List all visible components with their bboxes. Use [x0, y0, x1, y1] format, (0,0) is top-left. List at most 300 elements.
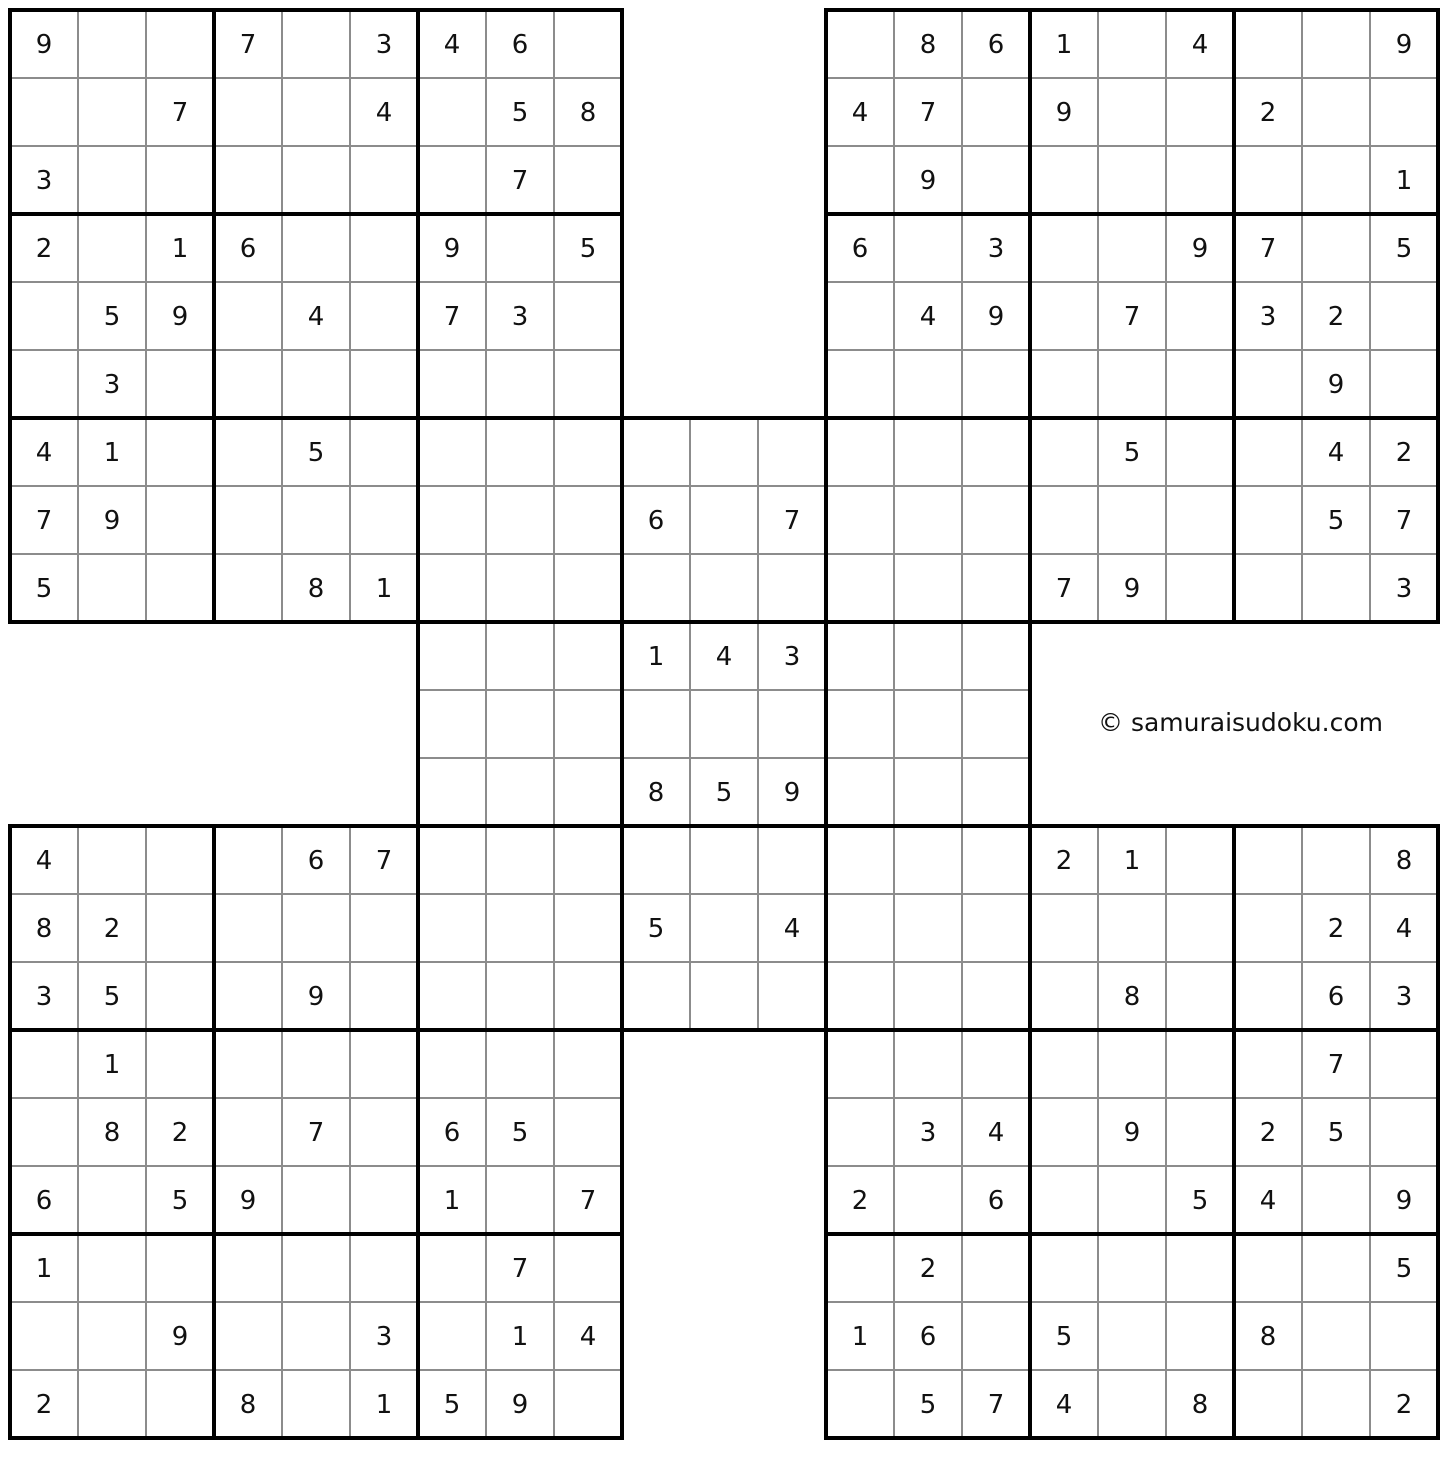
top-right-empty-cell[interactable]	[1372, 352, 1436, 416]
bottom-left-empty-cell[interactable]	[420, 1236, 484, 1300]
top-left-empty-cell[interactable]	[352, 284, 416, 348]
bottom-right-empty-cell[interactable]	[1032, 1236, 1096, 1300]
bottom-left-empty-cell[interactable]	[556, 964, 620, 1028]
top-right-empty-cell[interactable]	[1032, 352, 1096, 416]
bottom-right-empty-cell[interactable]	[1032, 1168, 1096, 1232]
bottom-left-empty-cell[interactable]	[216, 964, 280, 1028]
top-right-given-digit: 6	[851, 234, 869, 264]
top-right-given-digit: 9	[1055, 98, 1073, 128]
top-right-given-digit: 9	[1191, 234, 1209, 264]
top-right-given-digit: 8	[919, 30, 937, 60]
bottom-left-empty-cell[interactable]	[556, 828, 620, 892]
top-right-empty-cell[interactable]	[1168, 80, 1232, 144]
bottom-left-empty-cell[interactable]	[284, 1032, 348, 1096]
bottom-right-empty-cell[interactable]	[828, 964, 892, 1028]
top-left-empty-cell[interactable]	[12, 80, 76, 144]
top-left-given-digit: 7	[511, 166, 529, 196]
top-left-empty-cell[interactable]	[80, 556, 144, 620]
center-given-digit: 5	[647, 914, 665, 944]
bottom-right-empty-cell[interactable]	[1168, 964, 1232, 1028]
bottom-left-given-digit: 1	[103, 1050, 121, 1080]
top-right-empty-cell[interactable]	[1032, 148, 1096, 212]
top-left-empty-cell[interactable]	[352, 420, 416, 484]
bottom-right-empty-cell[interactable]	[828, 828, 892, 892]
top-right-empty-cell[interactable]	[1304, 148, 1368, 212]
top-left-given-digit: 8	[579, 98, 597, 128]
top-right-empty-cell[interactable]	[1236, 488, 1300, 552]
top-left-empty-cell[interactable]	[216, 556, 280, 620]
bottom-right-empty-cell[interactable]	[828, 1372, 892, 1436]
bottom-left-empty-cell[interactable]	[488, 1032, 552, 1096]
center-empty-cell[interactable]	[896, 624, 960, 688]
center-empty-cell[interactable]	[556, 556, 620, 620]
top-right-empty-cell[interactable]	[1304, 216, 1368, 280]
top-right-given-digit: 9	[1123, 574, 1141, 604]
bottom-left-empty-cell[interactable]	[148, 828, 212, 892]
bottom-left-given-digit: 1	[443, 1186, 461, 1216]
bottom-left-empty-cell[interactable]	[216, 1100, 280, 1164]
top-left-given-digit: 5	[103, 302, 121, 332]
bottom-right-empty-cell[interactable]	[1372, 1100, 1436, 1164]
bottom-left-empty-cell[interactable]	[556, 1372, 620, 1436]
top-left-empty-cell[interactable]	[556, 148, 620, 212]
bottom-left-empty-cell[interactable]	[284, 1304, 348, 1368]
bottom-left-empty-cell[interactable]	[420, 1032, 484, 1096]
top-right-empty-cell[interactable]	[1100, 352, 1164, 416]
top-left-empty-cell[interactable]	[284, 12, 348, 76]
center-empty-cell[interactable]	[420, 692, 484, 756]
bottom-right-empty-cell[interactable]	[896, 896, 960, 960]
center-empty-cell[interactable]	[624, 828, 688, 892]
bottom-left-empty-cell[interactable]	[420, 964, 484, 1028]
top-right-given-digit: 4	[1327, 438, 1345, 468]
center-empty-cell[interactable]	[624, 420, 688, 484]
top-right-empty-cell[interactable]	[1236, 148, 1300, 212]
top-right-empty-cell[interactable]	[1168, 352, 1232, 416]
bottom-right-empty-cell[interactable]	[896, 964, 960, 1028]
center-empty-cell[interactable]	[828, 556, 892, 620]
bottom-left-empty-cell[interactable]	[352, 1100, 416, 1164]
center-empty-cell[interactable]	[556, 760, 620, 824]
bottom-left-given-digit: 6	[307, 846, 325, 876]
bottom-left-empty-cell[interactable]	[352, 1168, 416, 1232]
top-left-empty-cell[interactable]	[216, 352, 280, 416]
bottom-right-empty-cell[interactable]	[1168, 896, 1232, 960]
top-left-empty-cell[interactable]	[148, 148, 212, 212]
top-right-empty-cell[interactable]	[896, 216, 960, 280]
bottom-right-empty-cell[interactable]	[1304, 1168, 1368, 1232]
center-empty-cell[interactable]	[692, 488, 756, 552]
center-empty-cell[interactable]	[828, 488, 892, 552]
top-left-empty-cell[interactable]	[148, 352, 212, 416]
bottom-left-empty-cell[interactable]	[284, 1168, 348, 1232]
top-left-empty-cell[interactable]	[80, 148, 144, 212]
top-right-empty-cell[interactable]	[1168, 148, 1232, 212]
top-left-empty-cell[interactable]	[216, 148, 280, 212]
bottom-right-empty-cell[interactable]	[1304, 1236, 1368, 1300]
bottom-left-empty-cell[interactable]	[12, 1100, 76, 1164]
bottom-right-empty-cell[interactable]	[1100, 1372, 1164, 1436]
top-left-empty-cell[interactable]	[556, 352, 620, 416]
top-left-empty-cell[interactable]	[12, 284, 76, 348]
top-right-empty-cell[interactable]	[1032, 216, 1096, 280]
copyright-text: © samuraisudoku.com	[1098, 708, 1383, 737]
top-left-empty-cell[interactable]	[148, 12, 212, 76]
bottom-right-empty-cell[interactable]	[1304, 1372, 1368, 1436]
center-empty-cell[interactable]	[420, 420, 484, 484]
bottom-right-empty-cell[interactable]	[964, 1304, 1028, 1368]
bottom-right-empty-cell[interactable]	[1168, 828, 1232, 892]
bottom-right-empty-cell[interactable]	[964, 964, 1028, 1028]
center-empty-cell[interactable]	[692, 556, 756, 620]
bottom-right-empty-cell[interactable]	[1236, 828, 1300, 892]
bottom-right-empty-cell[interactable]	[1032, 964, 1096, 1028]
bottom-left-given-digit: 9	[239, 1186, 257, 1216]
top-right-empty-cell[interactable]	[964, 148, 1028, 212]
center-empty-cell[interactable]	[896, 692, 960, 756]
top-left-empty-cell[interactable]	[352, 148, 416, 212]
bottom-right-empty-cell[interactable]	[1100, 1168, 1164, 1232]
top-left-empty-cell[interactable]	[556, 284, 620, 348]
top-left-given-digit: 3	[375, 30, 393, 60]
bottom-right-empty-cell[interactable]	[1236, 964, 1300, 1028]
bottom-left-empty-cell[interactable]	[420, 896, 484, 960]
top-left-given-digit: 9	[35, 30, 53, 60]
bottom-right-given-digit: 3	[1395, 982, 1413, 1012]
center-given-digit: 8	[647, 778, 665, 808]
bottom-right-empty-cell[interactable]	[1100, 1304, 1164, 1368]
center-empty-cell[interactable]	[692, 420, 756, 484]
top-left-empty-cell[interactable]	[216, 420, 280, 484]
bottom-left-empty-cell[interactable]	[556, 896, 620, 960]
center-given-digit: 5	[715, 778, 733, 808]
bottom-left-empty-cell[interactable]	[284, 1236, 348, 1300]
top-right-empty-cell[interactable]	[1100, 488, 1164, 552]
bottom-left-empty-cell[interactable]	[556, 1032, 620, 1096]
top-left-empty-cell[interactable]	[284, 148, 348, 212]
top-left-given-digit: 6	[239, 234, 257, 264]
bottom-right-empty-cell[interactable]	[1236, 896, 1300, 960]
bottom-left-empty-cell[interactable]	[148, 1372, 212, 1436]
top-left-given-digit: 5	[579, 234, 597, 264]
top-left-given-digit: 8	[307, 574, 325, 604]
center-given-digit: 6	[647, 506, 665, 536]
bottom-right-empty-cell[interactable]	[1236, 1236, 1300, 1300]
top-left-empty-cell[interactable]	[216, 284, 280, 348]
center-empty-cell[interactable]	[964, 420, 1028, 484]
bottom-left-empty-cell[interactable]	[352, 964, 416, 1028]
bottom-left-empty-cell[interactable]	[216, 1236, 280, 1300]
bottom-left-empty-cell[interactable]	[556, 1100, 620, 1164]
bottom-right-empty-cell[interactable]	[964, 828, 1028, 892]
bottom-left-empty-cell[interactable]	[148, 896, 212, 960]
bottom-right-empty-cell[interactable]	[1168, 1304, 1232, 1368]
bottom-left-empty-cell[interactable]	[284, 1372, 348, 1436]
bottom-left-given-digit: 5	[511, 1118, 529, 1148]
bottom-left-empty-cell[interactable]	[80, 1304, 144, 1368]
top-left-empty-cell[interactable]	[420, 80, 484, 144]
bottom-left-given-digit: 9	[171, 1322, 189, 1352]
top-left-given-digit: 3	[511, 302, 529, 332]
top-right-given-digit: 4	[851, 98, 869, 128]
bottom-left-empty-cell[interactable]	[488, 964, 552, 1028]
center-empty-cell[interactable]	[964, 624, 1028, 688]
center-empty-cell[interactable]	[760, 692, 824, 756]
center-empty-cell[interactable]	[964, 488, 1028, 552]
bottom-left-empty-cell[interactable]	[80, 1372, 144, 1436]
bottom-left-given-digit: 8	[103, 1118, 121, 1148]
top-right-empty-cell[interactable]	[1100, 148, 1164, 212]
bottom-right-empty-cell[interactable]	[1168, 1236, 1232, 1300]
top-left-empty-cell[interactable]	[216, 80, 280, 144]
top-left-empty-cell[interactable]	[420, 352, 484, 416]
bottom-left-empty-cell[interactable]	[420, 1304, 484, 1368]
bottom-left-empty-cell[interactable]	[284, 896, 348, 960]
bottom-right-given-digit: 2	[1327, 914, 1345, 944]
bottom-right-empty-cell[interactable]	[964, 1236, 1028, 1300]
bottom-right-given-digit: 2	[919, 1254, 937, 1284]
top-right-empty-cell[interactable]	[896, 352, 960, 416]
top-right-empty-cell[interactable]	[1100, 216, 1164, 280]
bottom-right-empty-cell[interactable]	[828, 1100, 892, 1164]
center-empty-cell[interactable]	[692, 692, 756, 756]
bottom-right-given-digit: 5	[1327, 1118, 1345, 1148]
top-right-empty-cell[interactable]	[828, 352, 892, 416]
bottom-right-empty-cell[interactable]	[1100, 896, 1164, 960]
center-empty-cell[interactable]	[964, 692, 1028, 756]
bottom-left-empty-cell[interactable]	[488, 1168, 552, 1232]
top-right-empty-cell[interactable]	[1168, 420, 1232, 484]
center-empty-cell[interactable]	[420, 624, 484, 688]
bottom-right-empty-cell[interactable]	[1236, 1032, 1300, 1096]
center-empty-cell[interactable]	[828, 692, 892, 756]
center-empty-cell[interactable]	[760, 420, 824, 484]
top-left-empty-cell[interactable]	[80, 12, 144, 76]
bottom-right-empty-cell[interactable]	[964, 896, 1028, 960]
center-given-digit: 3	[783, 642, 801, 672]
top-right-empty-cell[interactable]	[1304, 80, 1368, 144]
bottom-right-given-digit: 1	[851, 1322, 869, 1352]
top-right-empty-cell[interactable]	[964, 80, 1028, 144]
center-empty-cell[interactable]	[556, 692, 620, 756]
top-left-given-digit: 9	[443, 234, 461, 264]
top-right-empty-cell[interactable]	[1168, 556, 1232, 620]
center-empty-cell[interactable]	[964, 760, 1028, 824]
top-left-given-digit: 2	[35, 234, 53, 264]
top-right-given-digit: 7	[1395, 506, 1413, 536]
center-empty-cell[interactable]	[760, 828, 824, 892]
center-empty-cell[interactable]	[760, 964, 824, 1028]
bottom-left-empty-cell[interactable]	[80, 1168, 144, 1232]
top-right-empty-cell[interactable]	[1168, 488, 1232, 552]
top-left-given-digit: 3	[103, 370, 121, 400]
bottom-left-empty-cell[interactable]	[420, 828, 484, 892]
bottom-left-empty-cell[interactable]	[556, 1236, 620, 1300]
center-empty-cell[interactable]	[692, 828, 756, 892]
top-right-empty-cell[interactable]	[1236, 12, 1300, 76]
top-right-given-digit: 2	[1259, 98, 1277, 128]
center-empty-cell[interactable]	[760, 556, 824, 620]
top-left-empty-cell[interactable]	[488, 216, 552, 280]
center-empty-cell[interactable]	[624, 556, 688, 620]
bottom-right-empty-cell[interactable]	[828, 1236, 892, 1300]
bottom-right-given-digit: 7	[1327, 1050, 1345, 1080]
bottom-right-empty-cell[interactable]	[1032, 896, 1096, 960]
top-right-empty-cell[interactable]	[1032, 284, 1096, 348]
top-right-given-digit: 4	[1191, 30, 1209, 60]
top-right-given-digit: 7	[1055, 574, 1073, 604]
center-empty-cell[interactable]	[488, 760, 552, 824]
bottom-left-empty-cell[interactable]	[216, 1304, 280, 1368]
top-right-given-digit: 9	[1327, 370, 1345, 400]
center-empty-cell[interactable]	[828, 624, 892, 688]
center-empty-cell[interactable]	[488, 488, 552, 552]
center-empty-cell[interactable]	[488, 624, 552, 688]
bottom-left-empty-cell[interactable]	[12, 1304, 76, 1368]
bottom-right-empty-cell[interactable]	[1168, 1100, 1232, 1164]
top-right-empty-cell[interactable]	[1304, 556, 1368, 620]
top-right-given-digit: 7	[1123, 302, 1141, 332]
bottom-left-given-digit: 5	[103, 982, 121, 1012]
bottom-right-given-digit: 5	[1055, 1322, 1073, 1352]
bottom-left-empty-cell[interactable]	[148, 1032, 212, 1096]
bottom-right-empty-cell[interactable]	[828, 1032, 892, 1096]
center-empty-cell[interactable]	[624, 964, 688, 1028]
top-left-empty-cell[interactable]	[284, 216, 348, 280]
bottom-right-empty-cell[interactable]	[1032, 1100, 1096, 1164]
center-empty-cell[interactable]	[896, 760, 960, 824]
bottom-right-empty-cell[interactable]	[1168, 1032, 1232, 1096]
top-left-empty-cell[interactable]	[148, 420, 212, 484]
top-left-given-digit: 5	[35, 574, 53, 604]
bottom-left-empty-cell[interactable]	[352, 1032, 416, 1096]
center-empty-cell[interactable]	[420, 760, 484, 824]
bottom-right-empty-cell[interactable]	[896, 1032, 960, 1096]
bottom-left-empty-cell[interactable]	[80, 828, 144, 892]
bottom-left-empty-cell[interactable]	[80, 1236, 144, 1300]
bottom-right-empty-cell[interactable]	[1304, 1304, 1368, 1368]
top-right-empty-cell[interactable]	[1236, 420, 1300, 484]
bottom-left-empty-cell[interactable]	[216, 1032, 280, 1096]
center-empty-cell[interactable]	[896, 420, 960, 484]
bottom-right-empty-cell[interactable]	[828, 896, 892, 960]
center-empty-cell[interactable]	[420, 556, 484, 620]
center-given-digit: 4	[783, 914, 801, 944]
top-right-empty-cell[interactable]	[1100, 12, 1164, 76]
bottom-left-empty-cell[interactable]	[12, 1032, 76, 1096]
top-right-empty-cell[interactable]	[1236, 352, 1300, 416]
top-left-empty-cell[interactable]	[556, 12, 620, 76]
top-right-given-digit: 3	[1395, 574, 1413, 604]
center-empty-cell[interactable]	[556, 624, 620, 688]
bottom-left-given-digit: 5	[443, 1390, 461, 1420]
bottom-right-given-digit: 9	[1395, 1186, 1413, 1216]
top-right-empty-cell[interactable]	[1032, 488, 1096, 552]
bottom-left-given-digit: 7	[307, 1118, 325, 1148]
top-right-empty-cell[interactable]	[1372, 80, 1436, 144]
center-empty-cell[interactable]	[556, 488, 620, 552]
bottom-right-empty-cell[interactable]	[964, 1032, 1028, 1096]
center-empty-cell[interactable]	[964, 556, 1028, 620]
top-left-given-digit: 7	[239, 30, 257, 60]
bottom-right-empty-cell[interactable]	[1100, 1236, 1164, 1300]
center-empty-cell[interactable]	[420, 488, 484, 552]
bottom-left-given-digit: 1	[511, 1322, 529, 1352]
top-right-empty-cell[interactable]	[828, 12, 892, 76]
top-right-empty-cell[interactable]	[828, 148, 892, 212]
top-left-empty-cell[interactable]	[284, 488, 348, 552]
bottom-left-empty-cell[interactable]	[488, 828, 552, 892]
top-left-empty-cell[interactable]	[284, 80, 348, 144]
bottom-right-empty-cell[interactable]	[1100, 1032, 1164, 1096]
bottom-left-empty-cell[interactable]	[216, 896, 280, 960]
top-left-empty-cell[interactable]	[352, 352, 416, 416]
top-left-empty-cell[interactable]	[216, 488, 280, 552]
top-right-empty-cell[interactable]	[1168, 284, 1232, 348]
top-right-empty-cell[interactable]	[1372, 284, 1436, 348]
top-left-empty-cell[interactable]	[12, 352, 76, 416]
center-empty-cell[interactable]	[828, 420, 892, 484]
bottom-left-empty-cell[interactable]	[488, 896, 552, 960]
center-empty-cell[interactable]	[828, 760, 892, 824]
bottom-right-empty-cell[interactable]	[896, 828, 960, 892]
top-left-empty-cell[interactable]	[80, 216, 144, 280]
top-left-empty-cell[interactable]	[148, 556, 212, 620]
top-right-empty-cell[interactable]	[1236, 556, 1300, 620]
bottom-left-empty-cell[interactable]	[352, 896, 416, 960]
bottom-right-given-digit: 4	[987, 1118, 1005, 1148]
top-right-empty-cell[interactable]	[1304, 12, 1368, 76]
center-empty-cell[interactable]	[556, 420, 620, 484]
bottom-right-empty-cell[interactable]	[1304, 828, 1368, 892]
top-left-empty-cell[interactable]	[352, 216, 416, 280]
bottom-right-empty-cell[interactable]	[1032, 1032, 1096, 1096]
bottom-right-empty-cell[interactable]	[1236, 1372, 1300, 1436]
center-empty-cell[interactable]	[624, 692, 688, 756]
center-empty-cell[interactable]	[692, 964, 756, 1028]
center-empty-cell[interactable]	[896, 488, 960, 552]
top-right-empty-cell[interactable]	[1032, 420, 1096, 484]
top-left-empty-cell[interactable]	[352, 488, 416, 552]
top-left-empty-cell[interactable]	[148, 488, 212, 552]
center-given-digit: 4	[715, 642, 733, 672]
bottom-left-empty-cell[interactable]	[352, 1236, 416, 1300]
top-left-empty-cell[interactable]	[420, 148, 484, 212]
center-empty-cell[interactable]	[488, 692, 552, 756]
top-left-given-digit: 7	[35, 506, 53, 536]
bottom-right-empty-cell[interactable]	[1372, 1304, 1436, 1368]
bottom-right-empty-cell[interactable]	[1372, 1032, 1436, 1096]
top-right-given-digit: 5	[1395, 234, 1413, 264]
bottom-left-empty-cell[interactable]	[216, 828, 280, 892]
top-right-empty-cell[interactable]	[964, 352, 1028, 416]
bottom-left-empty-cell[interactable]	[148, 1236, 212, 1300]
top-right-empty-cell[interactable]	[1100, 80, 1164, 144]
center-empty-cell[interactable]	[896, 556, 960, 620]
top-left-empty-cell[interactable]	[488, 352, 552, 416]
center-empty-cell[interactable]	[488, 556, 552, 620]
bottom-right-empty-cell[interactable]	[896, 1168, 960, 1232]
bottom-right-given-digit: 5	[1191, 1186, 1209, 1216]
top-left-empty-cell[interactable]	[80, 80, 144, 144]
top-right-given-digit: 9	[1395, 30, 1413, 60]
center-empty-cell[interactable]	[488, 420, 552, 484]
center-empty-cell[interactable]	[692, 896, 756, 960]
top-right-given-digit: 1	[1395, 166, 1413, 196]
top-left-empty-cell[interactable]	[284, 352, 348, 416]
top-right-empty-cell[interactable]	[828, 284, 892, 348]
bottom-left-empty-cell[interactable]	[148, 964, 212, 1028]
